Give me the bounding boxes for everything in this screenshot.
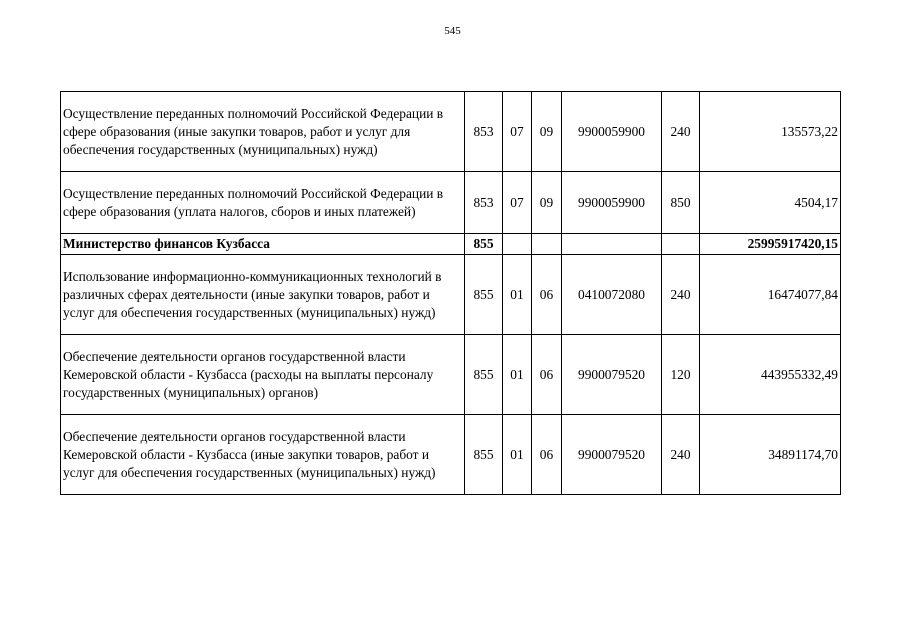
expense-type-code	[662, 234, 700, 255]
target-article-code: 9900079520	[562, 415, 662, 495]
amount: 16474077,84	[700, 255, 841, 335]
table-row	[61, 172, 841, 234]
ministry-code: 855	[465, 335, 503, 415]
amount: 25995917420,15	[700, 234, 841, 255]
subsection-code: 06	[532, 335, 562, 415]
expense-type-code: 240	[662, 92, 700, 172]
ministry-code: 855	[465, 415, 503, 495]
subsection-code	[532, 234, 562, 255]
row-name: Обеспечение деятельности органов государственной власти Кемеровской области - Кузбасса (иные закупки товаров, работ и услуг для обеспечения государственных (муниципальных) нужд)	[61, 415, 465, 495]
section-code: 01	[503, 255, 532, 335]
row-name: Использование информационно-коммуникационных технологий в различных сферах деятельности (иные закупки товаров, работ и услуг для обеспечения государственных (муниципальных) нужд)	[61, 255, 465, 335]
ministry-code: 853	[465, 92, 503, 172]
expense-type-code: 240	[662, 415, 700, 495]
amount: 443955332,49	[700, 335, 841, 415]
target-article-code: 0410072080	[562, 255, 662, 335]
expense-type-code: 850	[662, 172, 700, 234]
subsection-code: 09	[532, 172, 562, 234]
expense-type-code: 120	[662, 335, 700, 415]
table-row	[61, 234, 841, 255]
row-name: Осуществление переданных полномочий Российской Федерации в сфере образования (иные закупки товаров, работ и услуг для обеспечения государственных (муниципальных) нужд)	[61, 92, 465, 172]
subsection-code: 06	[532, 415, 562, 495]
page-number: 545	[444, 25, 461, 37]
table-row	[61, 92, 841, 172]
section-code: 01	[503, 335, 532, 415]
section-code	[503, 234, 532, 255]
subsection-code: 06	[532, 255, 562, 335]
section-code: 01	[503, 415, 532, 495]
row-name: Обеспечение деятельности органов государственной власти Кемеровской области - Кузбасса (расходы на выплаты персоналу государственных (муниципальных) органов)	[61, 335, 465, 415]
target-article-code: 9900079520	[562, 335, 662, 415]
table-row	[61, 335, 841, 415]
target-article-code: 9900059900	[562, 92, 662, 172]
section-code: 07	[503, 92, 532, 172]
amount: 4504,17	[700, 172, 841, 234]
target-article-code: 9900059900	[562, 172, 662, 234]
subsection-code: 09	[532, 92, 562, 172]
expense-type-code: 240	[662, 255, 700, 335]
section-code: 07	[503, 172, 532, 234]
ministry-code: 855	[465, 255, 503, 335]
target-article-code	[562, 234, 662, 255]
budget-table	[60, 91, 841, 495]
row-name: Осуществление переданных полномочий Российской Федерации в сфере образования (уплата налогов, сборов и иных платежей)	[61, 172, 465, 234]
amount: 135573,22	[700, 92, 841, 172]
table-row	[61, 255, 841, 335]
row-name: Министерство финансов Кузбасса	[61, 234, 465, 255]
ministry-code: 855	[465, 234, 503, 255]
amount: 34891174,70	[700, 415, 841, 495]
ministry-code: 853	[465, 172, 503, 234]
table-row	[61, 415, 841, 495]
